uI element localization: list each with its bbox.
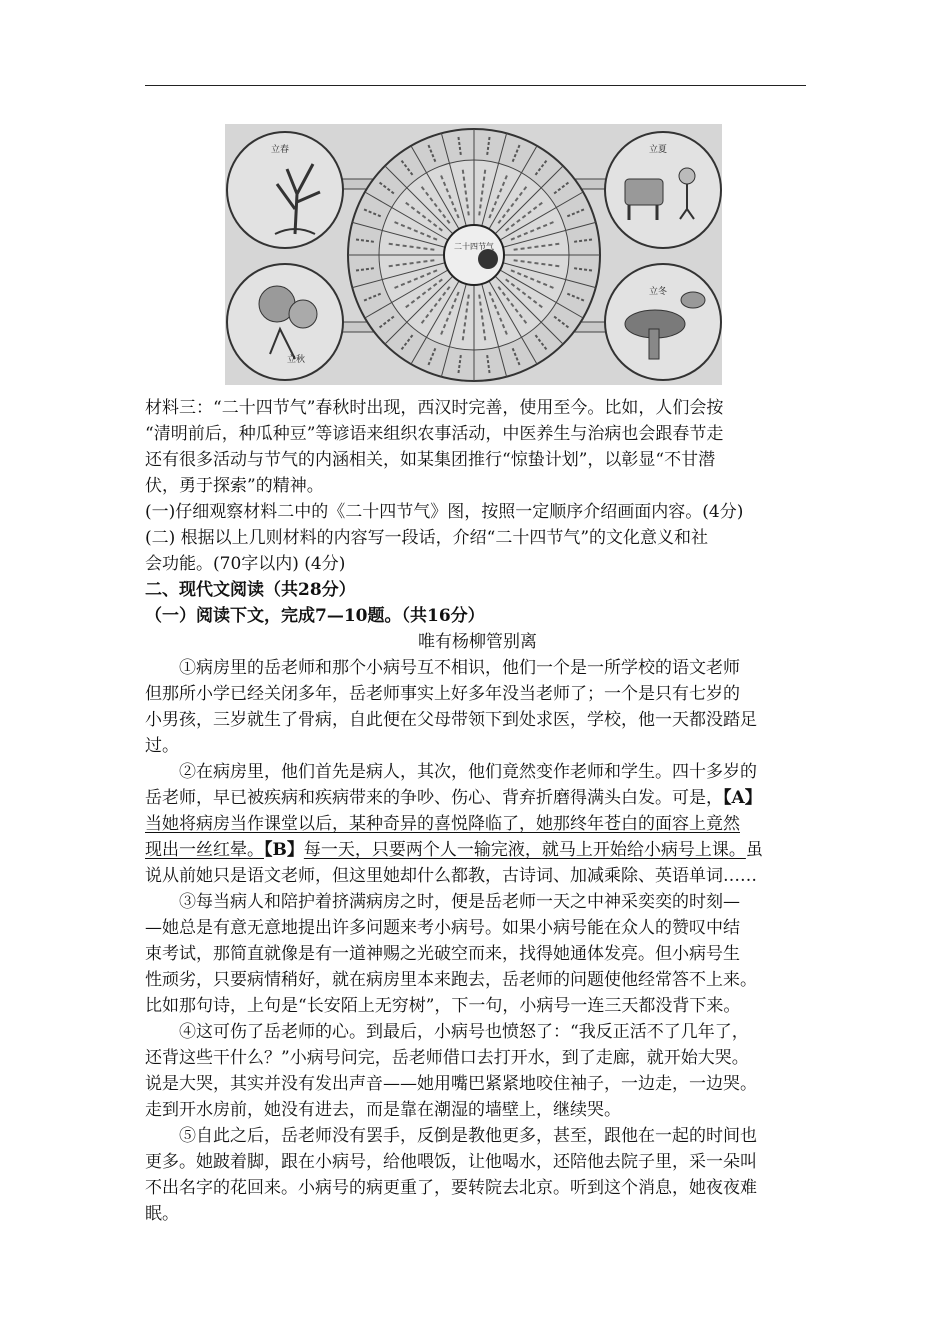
season-label-winter: 立冬 (649, 287, 668, 297)
passage-line: 不出名字的花回来。小病号的病更重了，要转院去北京。听到这个消息，她夜夜难 (145, 1178, 757, 1198)
passage-line: 小男孩，三岁就生了骨病，自此便在父母带领下到处求医，学校，他一天都没踏足 (145, 710, 757, 730)
passage-text: 虽 (745, 840, 763, 860)
passage-line: 过。 (145, 736, 179, 756)
passage-line: 说是大哭，其实并没有发出声音——她用嘴巴紧紧地咬住袖子，一边走，一边哭。 (145, 1074, 757, 1094)
autumn-circle (227, 264, 343, 380)
question-1: (一)仔细观察材料二中的《二十四节气》图，按照一定顺序介绍画面内容。(4分) (145, 502, 744, 522)
passage-line: 走到开水房前，她没有进去，而是靠在潮湿的墙壁上，继续哭。 (145, 1100, 621, 1120)
solar-terms-wheel-image (225, 124, 722, 385)
passage-line: —她总是有意无意地提出许多问题来考小病号。如果小病号能在众人的赞叹中结 (145, 918, 740, 938)
season-label-summer: 立夏 (649, 145, 668, 155)
solar-terms-wheel (348, 129, 600, 381)
passage-line: 更多。她跛着脚，跟在小病号，给他喂饭，让他喝水，还陪他去院子里，采一朵叫 (145, 1152, 757, 1172)
material3-line: 伏，勇于探索”的精神。 (145, 476, 324, 496)
passage-title: 唯有杨柳管别离 (418, 632, 537, 652)
underlined-sentence-a: 当她将病房当作课堂以后，某种奇异的喜悦降临了，她那终年苍白的面容上竟然 (145, 814, 740, 834)
section-subheading: （一）阅读下文，完成7—10题。（共16分） (145, 606, 485, 626)
winter-circle (605, 264, 721, 380)
passage-line: 束考试，那简直就像是有一道神赐之光破空而来，找得她通体发亮。但小病号生 (145, 944, 740, 964)
wheel-center-text: 二十四节气 (454, 242, 494, 251)
passage-line: 但那所小学已经关闭多年，岳老师事实上好多年没当老师了；一个是只有七岁的 (145, 684, 740, 704)
passage-line (145, 785, 810, 811)
passage-line: 性顽劣，只要病情稍好，就在病房里本来跑去，岳老师的问题使他经常答不上来。 (145, 970, 757, 990)
passage-line: ⑤自此之后，岳老师没有罢手，反倒是教他更多，甚至，跟他在一起的时间也 (179, 1126, 757, 1146)
passage-line: ②在病房里，他们首先是病人，其次，他们竟然变作老师和学生。四十多岁的 (179, 762, 757, 782)
section-heading: 二、现代文阅读（共28分） (145, 580, 356, 600)
question-2-cont: 会功能。(70字以内) (4分) (145, 554, 346, 574)
question-2: (二) 根据以上几则材料的内容写一段话，介绍“二十四节气”的文化意义和社 (145, 528, 709, 548)
passage-line: 眠。 (145, 1204, 179, 1224)
underlined-sentence-b: 每一天，只要两个人一输完液，就马上开始给小病号上课。 (303, 840, 746, 860)
underlined-sentence-a-end: 现出一丝红晕。 (145, 840, 264, 860)
season-label-spring: 立春 (271, 145, 290, 155)
marker-b: 【B】 (264, 840, 304, 860)
passage-line (145, 837, 810, 863)
passage-line: ③每当病人和陪护着挤满病房之时，便是岳老师一天之中神采奕奕的时刻— (179, 892, 740, 912)
passage-line: ①病房里的岳老师和那个小病号互不相识，他们一个是一所学校的语文老师 (179, 658, 740, 678)
passage-line: 比如那句诗，上句是“长安陌上无穷树”，下一句，小病号一连三天都没背下来。 (145, 996, 741, 1016)
season-label-autumn: 立秋 (287, 355, 306, 365)
header-rule (145, 85, 806, 86)
material3-line: “清明前后，种瓜种豆”等谚语来组织农事活动，中医养生与治病也会跟春节走 (145, 424, 724, 444)
exam-text (145, 395, 810, 1227)
passage-line: 还背这些干什么？”小病号问完，岳老师借口去打开水，到了走廊，就开始大哭。 (145, 1048, 749, 1068)
material3-line: 还有很多活动与节气的内涵相关，如某集团推行“惊蛰计划”，以彰显“不甘潜 (145, 450, 716, 470)
passage-line: ④这可伤了岳老师的心。到最后，小病号也愤怒了：“我反正活不了几年了， (179, 1022, 749, 1042)
solar-terms-illustration (225, 124, 722, 385)
material3-line: 材料三：“二十四节气”春秋时出现，西汉时完善，使用至今。比如，人们会按 (145, 398, 724, 418)
passage-text: 岳老师，早已被疾病和疾病带来的争吵、伤心、背弃折磨得满头白发。可是， (145, 788, 723, 808)
passage-line (145, 811, 810, 837)
marker-a: 【A】 (723, 788, 762, 808)
passage-line: 说从前她只是语文老师，但这里她却什么都教，古诗词、加减乘除、英语单词…… (145, 866, 757, 886)
